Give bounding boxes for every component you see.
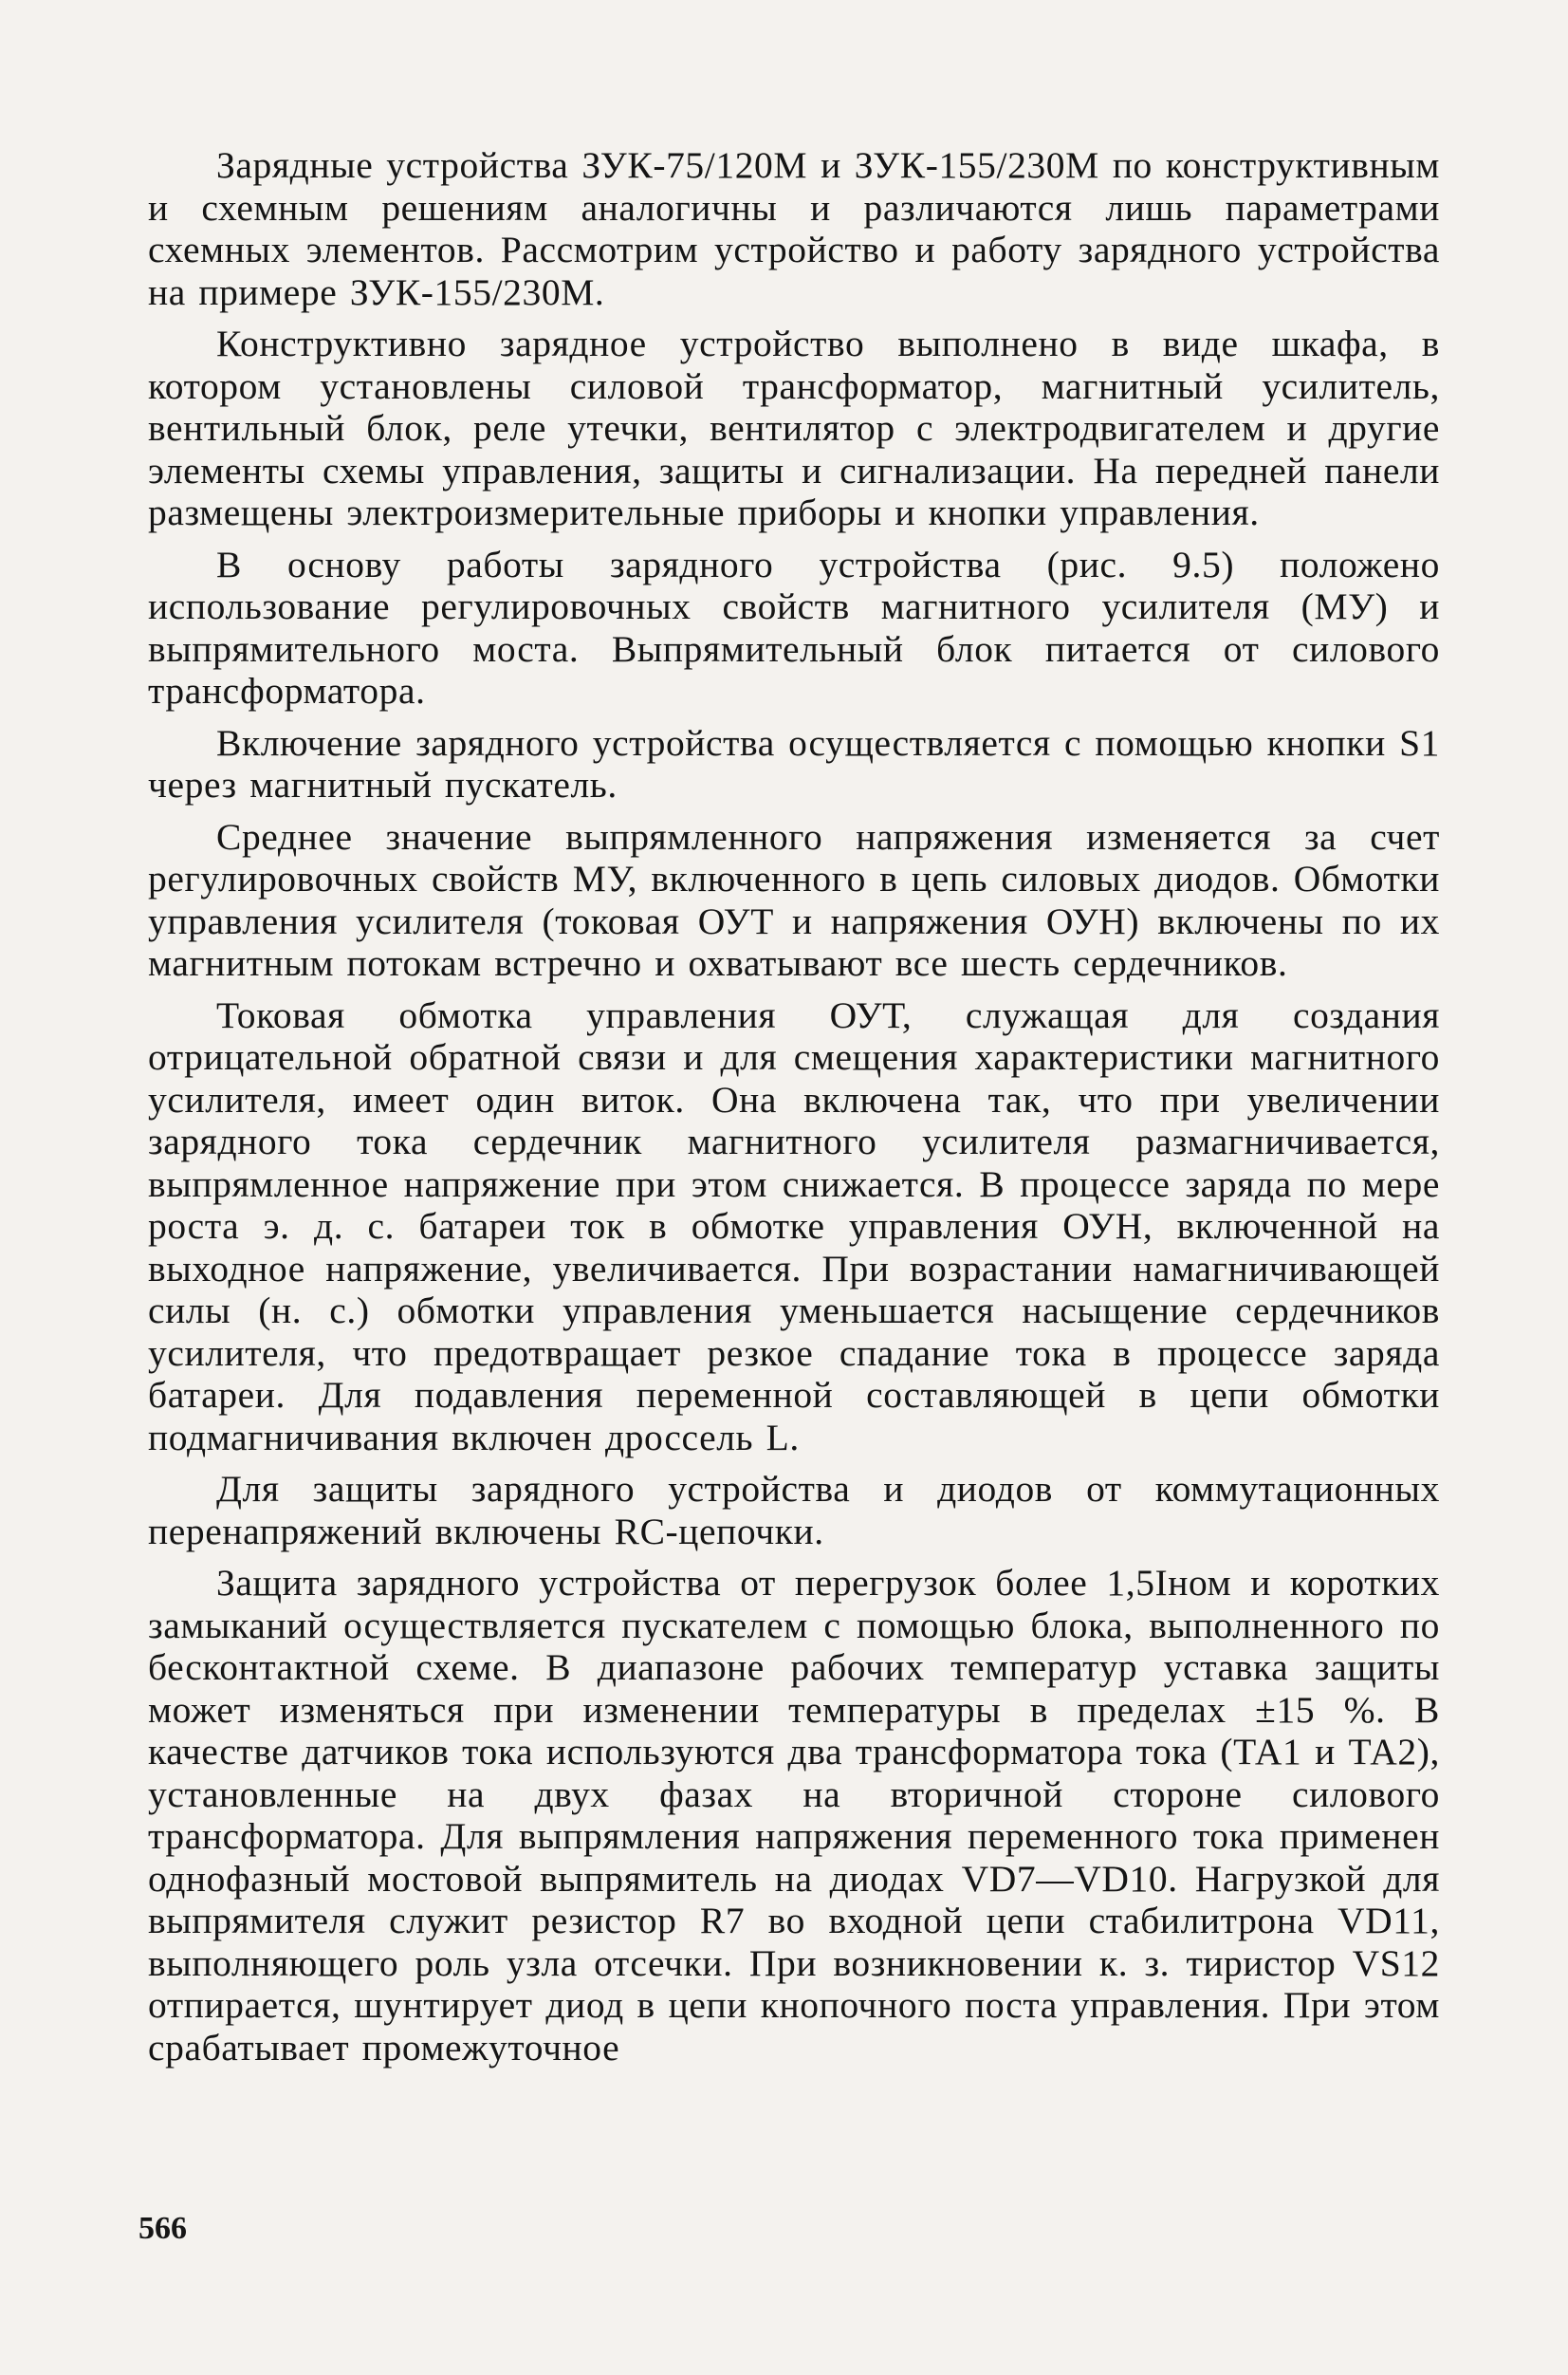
paragraph-4: Включение зарядного устройства осуществляется с помощью кнопки S1 через магнитный пускатель. — [148, 721, 1440, 806]
paragraph-8: Защита зарядного устройства от перегрузок более 1,5Iном и коротких замыканий осуществляется пускателем с помощью блока, выполненного по бесконтактной схеме. В диапазоне рабочих температур уставка защиты может изменяться при изменении температуры в пределах ±15 %. В качестве датчиков тока используются два трансформатора тока (ТА1 и ТА2), установленные на двух фазах на вторичной стороне силового трансформатора. Для выпрямления напряжения переменного тока применен однофазный мостовой выпрямитель на диодах VD7—VD10. Нагрузкой для выпрямителя служит резистор R7 во входной цепи стабилитрона VD11, выполняющего роль узла отсечки. При возникновении к. з. тиристор VS12 отпирается, шунтирует диод в цепи кнопочного поста управления. При этом срабатывает промежуточное — [148, 1562, 1440, 2069]
page-number: 566 — [138, 2211, 187, 2246]
paragraph-3: В основу работы зарядного устройства (рис. 9.5) положено использование регулировочных свойств магнитного усилителя (МУ) и выпрямительного моста. Выпрямительный блок питается от силового трансформатора. — [148, 543, 1440, 712]
paragraph-6: Токовая обмотка управления ОУТ, служащая для создания отрицательной обратной связи и для смещения характеристики магнитного усилителя, имеет один виток. Она включена так, что при увеличении зарядного тока сердечник магнитного усилителя размагничивается, выпрямленное напряжение при этом снижается. В процессе заряда по мере роста э. д. с. батареи ток в обмотке управления ОУН, включенной на выходное напряжение, увеличивается. При возрастании намагничивающей силы (н. с.) обмотки управления уменьшается насыщение сердечников усилителя, что предотвращает резкое спадание тока в процессе заряда батареи. Для подавления переменной составляющей в цепи обмотки подмагничивания включен дроссель L. — [148, 993, 1440, 1458]
paragraph-7: Для защиты зарядного устройства и диодов от коммутационных перенапряжений включены RC-цепочки. — [148, 1468, 1440, 1552]
paragraph-5: Среднее значение выпрямленного напряжения изменяется за счет регулировочных свойств МУ, включенного в цепь силовых диодов. Обмотки управления усилителя (токовая ОУТ и напряжения ОУН) включены по их магнитным потокам встречно и охватывают все шесть сердечников. — [148, 815, 1440, 984]
paragraph-2: Конструктивно зарядное устройство выполнено в виде шкафа, в котором установлены силовой трансформатор, магнитный усилитель, вентильный блок, реле утечки, вентилятор с электродвигателем и другие элементы схемы управления, защиты и сигнализации. На передней панели размещены электроизмерительные приборы и кнопки управления. — [148, 323, 1440, 533]
paragraph-1: Зарядные устройства ЗУК-75/120М и ЗУК-155/230М по конструктивным и схемным решениям аналогичны и различаются лишь параметрами схемных элементов. Рассмотрим устройство и работу зарядного устройства на примере ЗУК-155/230М. — [148, 144, 1440, 313]
body-text — [148, 144, 1440, 2078]
